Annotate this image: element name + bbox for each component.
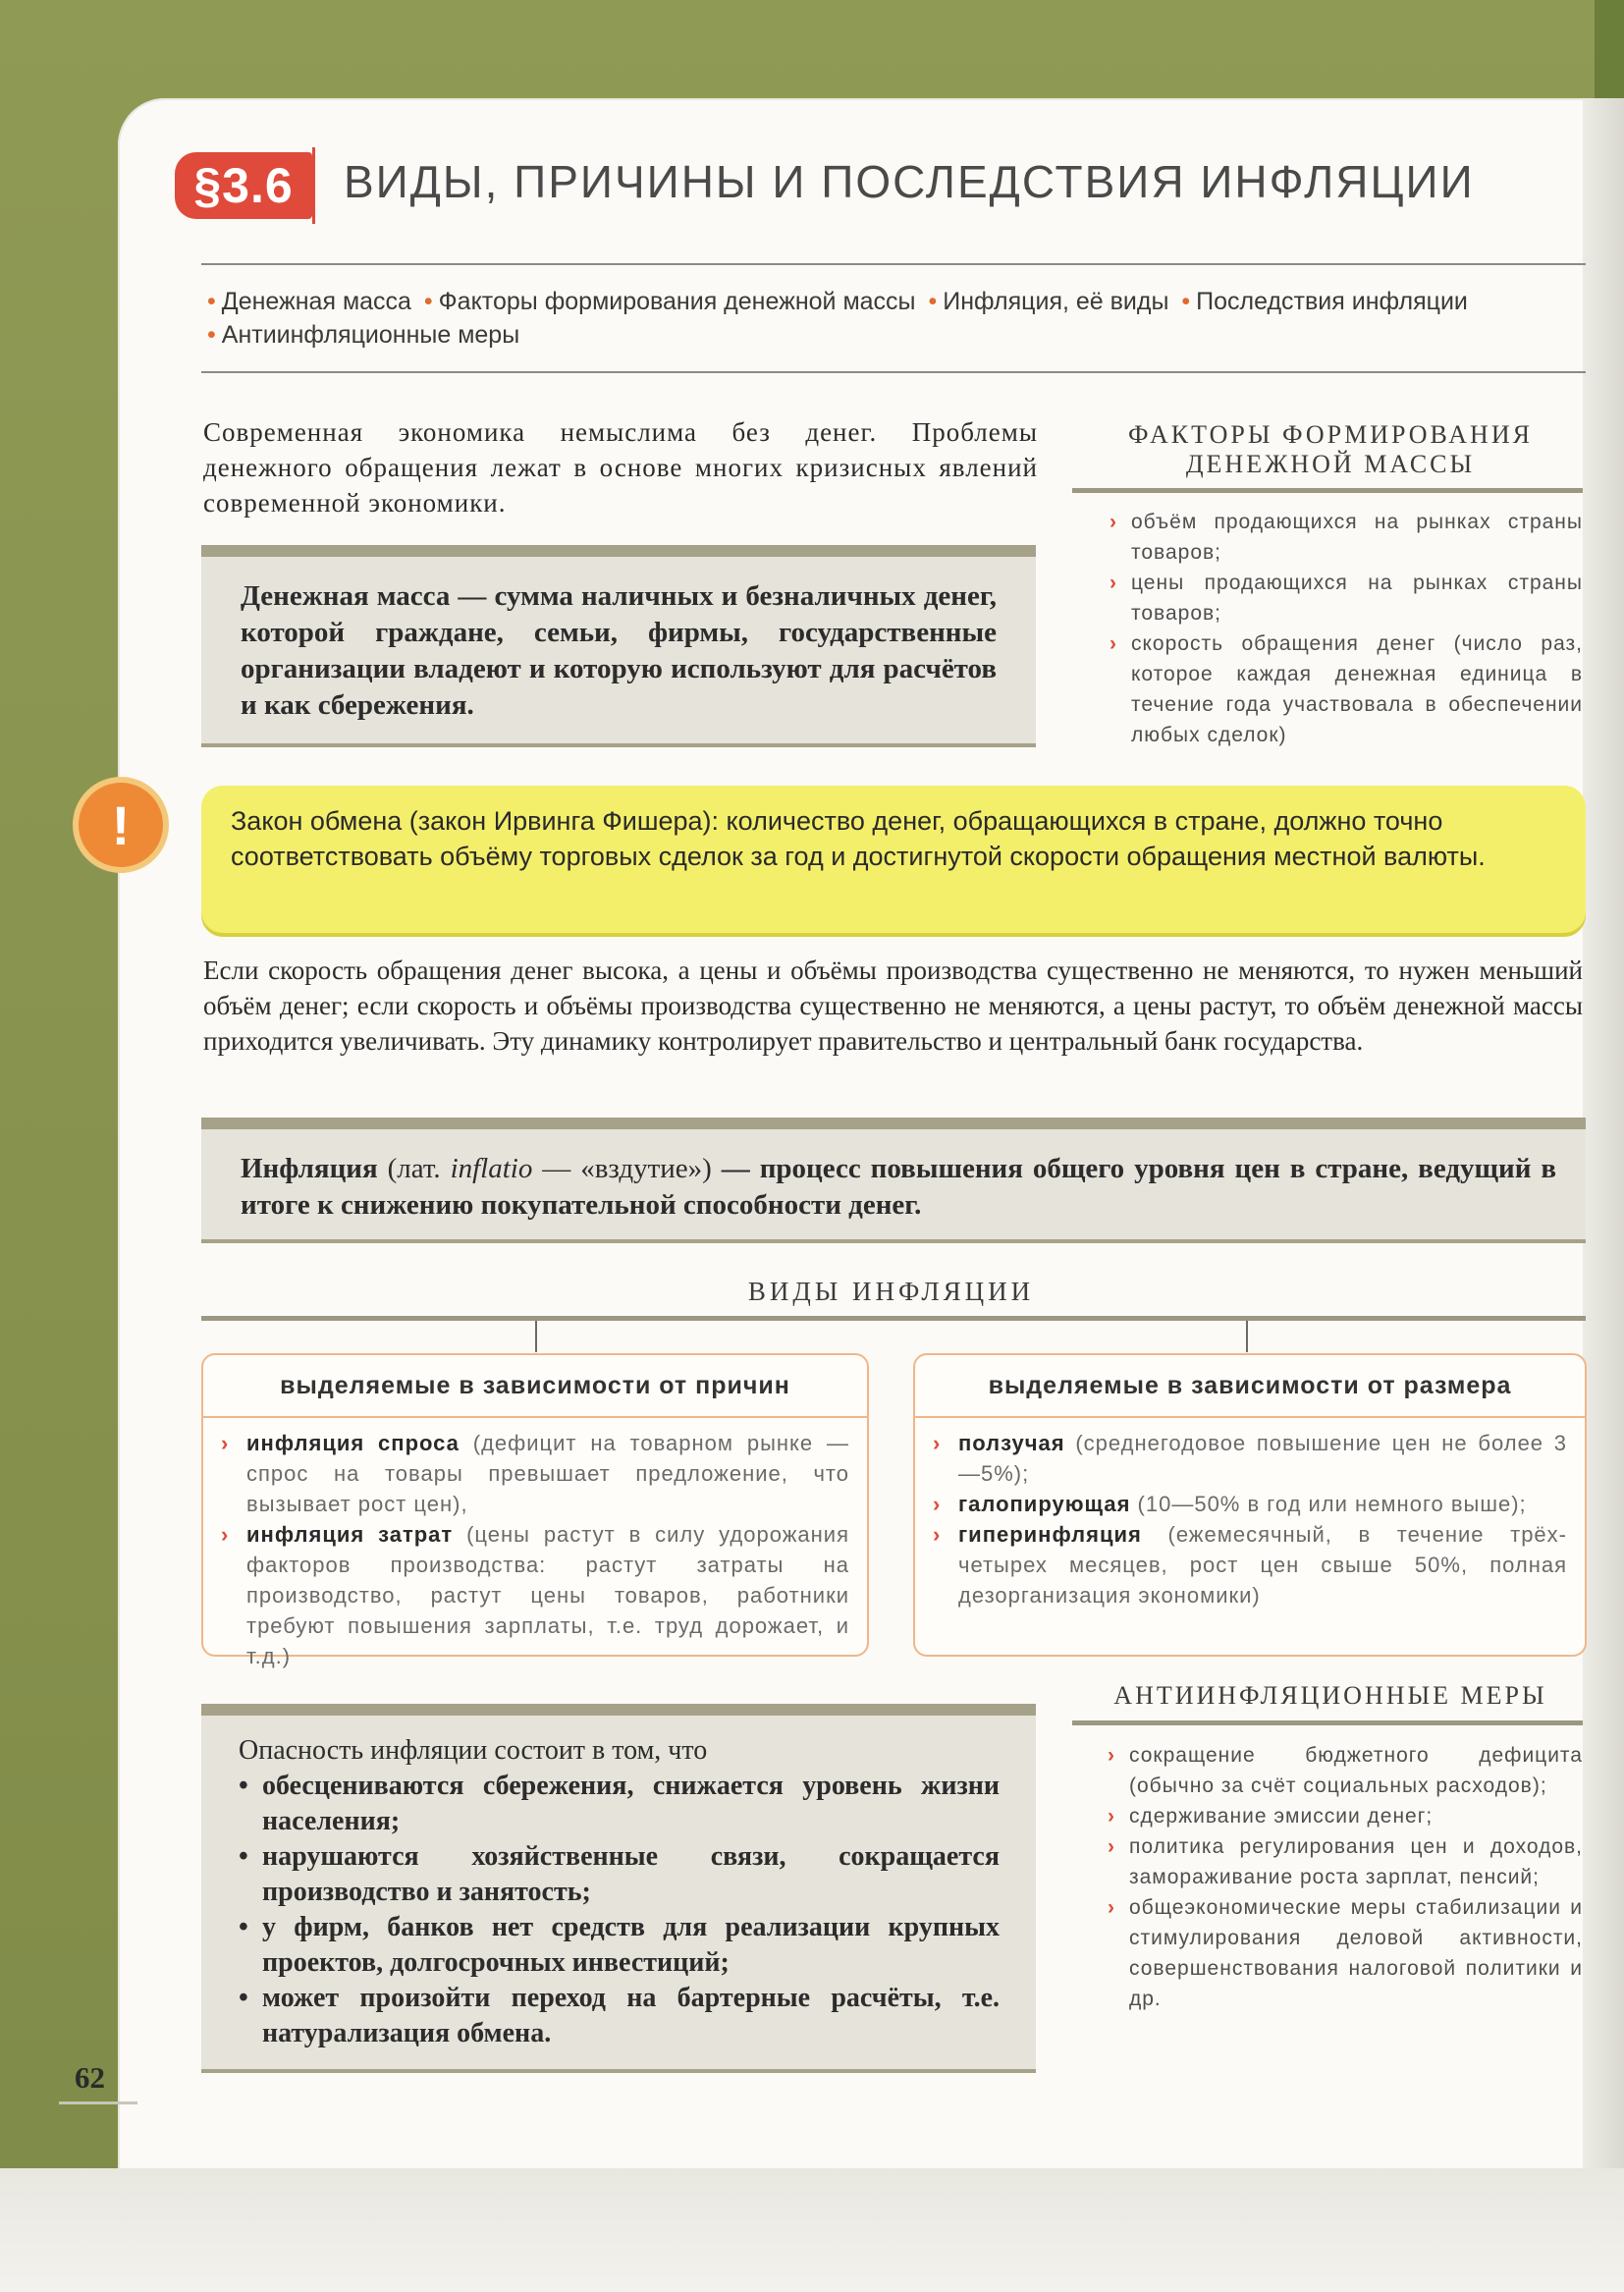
anti-inflation-heading: АНТИИНФЛЯЦИОННЫЕ МЕРЫ <box>1113 1681 1547 1710</box>
bullet-icon: • <box>207 288 216 315</box>
list-item: › инфляция затрат (цены растут в силу удорожания факторов производства: растут затраты на производство, растут цены товаров, работники требуют повышения зарплаты, т.е. труд дорожает, и т.д.) <box>221 1519 849 1671</box>
connector-line <box>1246 1321 1248 1352</box>
list-item: › скорость обращения денег (число раз, которое каждая денежная единица в течение года участвовала в обеспечении любых сделок) <box>1110 628 1583 750</box>
list-item: › сокращение бюджетного дефицита (обычно за счёт социальных расходов); <box>1108 1740 1583 1801</box>
inflation-latin-prefix: (лат. <box>377 1153 451 1184</box>
bullet-icon: • <box>239 1771 248 1801</box>
list-item: › объём продающихся на рынках страны товаров; <box>1110 507 1583 568</box>
types-by-cause-card <box>201 1353 869 1668</box>
anti-inflation-list <box>1108 1740 1583 2014</box>
factors-rule <box>1072 488 1583 493</box>
inflation-definition <box>241 1151 1556 1224</box>
chevron-right-icon: › <box>221 1431 230 1455</box>
list-item: › инфляция спроса (дефицит на товарном рынке — спрос на товары превышает предложение, что вызывает рост цен), <box>221 1428 849 1519</box>
bullet-icon: • <box>207 321 216 349</box>
bullet-icon: • <box>239 1841 248 1872</box>
top-edge-strip <box>1595 0 1624 98</box>
exclamation-icon: ! <box>79 783 163 867</box>
types-by-size-card <box>913 1353 1587 1657</box>
law-of-exchange-box <box>201 786 1586 933</box>
money-mass-definition-box <box>201 545 1036 747</box>
list-item: • нарушаются хозяйственные связи, сокращается производство и занятость; <box>239 1841 1000 1907</box>
topic-item: Последствия инфляции <box>1196 288 1468 315</box>
inflation-latin-suffix: — «вздутие») <box>532 1153 712 1184</box>
inflation-latin: inflatio <box>450 1153 533 1184</box>
inflation-definition-rest: — процесс повышения общего уровня цен в стране, ведущий в итоге к снижению покупательной способности денег. <box>241 1153 1557 1221</box>
bullet-icon: • <box>1181 288 1191 315</box>
topic-item: Инфляция, её виды <box>943 288 1169 315</box>
chevron-right-icon: › <box>1108 1835 1115 1858</box>
list-item: • у фирм, банков нет средств для реализации крупных проектов, долгосрочных инвестиций; <box>239 1912 1000 1978</box>
chevron-right-icon: › <box>933 1431 942 1455</box>
chevron-right-icon: › <box>221 1522 230 1547</box>
list-item: • обесцениваются сбережения, снижается уровень жизни населения; <box>239 1771 1000 1836</box>
bullet-icon: • <box>423 288 433 315</box>
topics-rule-top <box>201 263 1586 265</box>
chevron-right-icon: › <box>1110 572 1117 594</box>
danger-lead: Опасность инфляции состоит в том, что <box>239 1735 708 1766</box>
section-number-badge: §3.6 <box>175 152 312 219</box>
chevron-right-icon: › <box>1108 1744 1115 1767</box>
types-heading: ВИДЫ ИНФЛЯЦИИ <box>747 1277 1035 1306</box>
inflation-definition-box <box>201 1118 1586 1243</box>
card-list <box>221 1428 849 1671</box>
chevron-right-icon: › <box>1108 1896 1115 1919</box>
chevron-right-icon: › <box>933 1492 942 1516</box>
topic-item: Факторы формирования денежной массы <box>438 288 916 315</box>
list-item: › общеэкономические меры стабилизации и стимулирования деловой активности, совершенствования налоговой политики и др. <box>1108 1892 1583 2014</box>
page-number-rule <box>59 2101 137 2104</box>
page-edge <box>1583 98 1624 2170</box>
connector-line <box>535 1321 537 1352</box>
chevron-right-icon: › <box>1110 511 1117 533</box>
inflation-term: Инфляция <box>241 1153 378 1184</box>
bullet-icon: • <box>239 1983 248 2013</box>
topic-item: Денежная масса <box>221 288 411 315</box>
chevron-right-icon: › <box>933 1522 942 1547</box>
list-item: › гиперинфляция (ежемесячный, в течение трёх-четырех месяцев, рост цен свыше 50%, полная дезорганизация экономики) <box>933 1519 1567 1610</box>
list-item: › политика регулирования цен и доходов, замораживание роста зарплат, пенсий; <box>1108 1831 1583 1892</box>
page-number: 62 <box>75 2060 105 2095</box>
topics-list <box>201 285 1576 352</box>
intro-paragraph: Современная экономика немыслима без денег. Проблемы денежного обращения лежат в основе многих кризисных явлений современной экономики. <box>203 417 1038 518</box>
list-item: • может произойти переход на бартерные расчёты, т.е. натурализация обмена. <box>239 1983 1000 2048</box>
bullet-icon: • <box>239 1912 248 1942</box>
header-divider <box>312 147 315 224</box>
types-rule <box>201 1316 1586 1321</box>
bullet-icon: • <box>928 288 938 315</box>
list-item: › цены продающихся на рынках страны товаров; <box>1110 568 1583 628</box>
chevron-right-icon: › <box>1110 632 1117 655</box>
topics-rule-bottom <box>201 371 1586 373</box>
anti-inflation-rule <box>1072 1720 1583 1725</box>
money-mass-definition: Денежная масса — сумма наличных и безналичных денег, которой граждане, семьи, фирмы, государственные организации владеют и которую используют для расчётов и как сбережения. <box>241 580 997 721</box>
card-title: выделяемые в зависимости от причин <box>203 1355 867 1418</box>
list-item: › галопирующая (10—50% в год или немного выше); <box>933 1489 1567 1519</box>
list-item: › сдерживание эмиссии денег; <box>1108 1801 1583 1831</box>
factors-heading: ФАКТОРЫ ФОРМИРОВАНИЯ ДЕНЕЖНОЙ МАССЫ <box>1128 420 1533 478</box>
card-title: выделяемые в зависимости от размера <box>915 1355 1585 1418</box>
chevron-right-icon: › <box>1108 1805 1115 1828</box>
card-list <box>933 1428 1567 1610</box>
law-of-exchange-text: Закон обмена (закон Ирвинга Фишера): количество денег, обращающихся в стране, должно точно соответствовать объёму торговых сделок за год и достигнутой скорости обращения местной валюты. <box>231 806 1486 871</box>
page-bottom-margin <box>0 2168 1624 2292</box>
factors-list <box>1110 507 1583 750</box>
topic-item: Антиинфляционные меры <box>221 321 520 349</box>
list-item: › ползучая (среднегодовое повышение цен не более 3—5%); <box>933 1428 1567 1489</box>
page-title: ВИДЫ, ПРИЧИНЫ И ПОСЛЕДСТВИЯ ИНФЛЯЦИИ <box>344 156 1475 207</box>
inflation-danger-box <box>201 1704 1036 2073</box>
danger-content <box>239 1733 1000 2051</box>
money-velocity-paragraph: Если скорость обращения денег высока, а цены и объёмы производства существенно не меняются, то нужен меньший объём денег; если скорость и объёмы производства существенно не меняются, а цены растут, то объём денежной массы приходится увеличивать. Эту динамику контролирует правительство и центральный банк государства. <box>203 955 1583 1056</box>
